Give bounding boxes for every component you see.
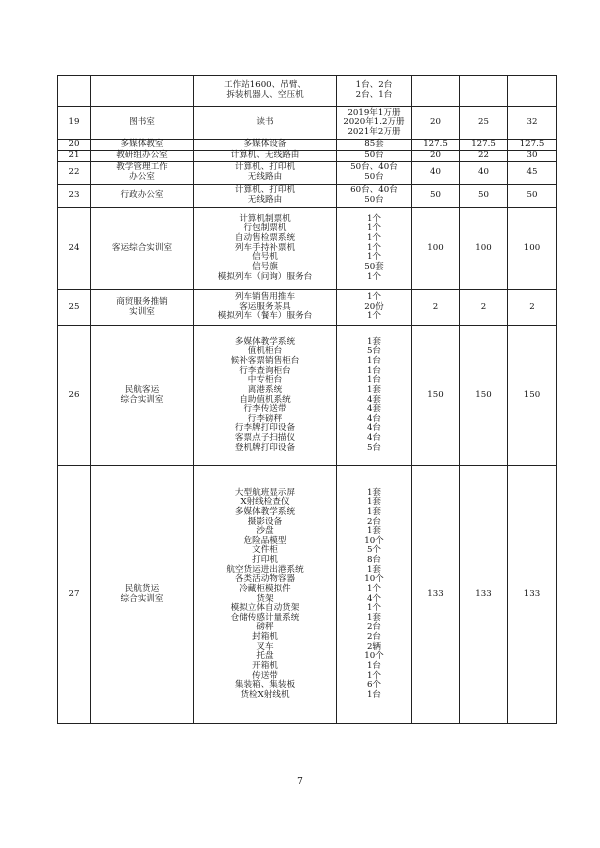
equipment-qty-cell-line: 50台 <box>364 195 384 205</box>
equipment-qty-cell-line: 5台 <box>366 346 382 357</box>
equipment-qty-cell <box>337 140 412 151</box>
equipment-qty-cell-line: 50套 <box>364 261 384 272</box>
equipment-items-cell <box>194 162 337 185</box>
value-cell-2: 25 <box>460 107 508 140</box>
equipment-items-cell-line: 磅秤 <box>256 622 274 633</box>
value-cell-1: 133 <box>412 466 460 724</box>
value-cell-3: 30 <box>508 151 557 162</box>
equipment-qty-cell-line: 8台 <box>366 555 382 565</box>
equipment-qty-cell-line: 1台 <box>366 356 382 366</box>
table-row <box>58 208 557 290</box>
equipment-qty-cell-line: 10个 <box>364 574 384 585</box>
equipment-items-cell-line: 计算机制票机 <box>239 213 291 224</box>
value-cell-2: 40 <box>460 162 508 185</box>
equipment-qty-cell-line: 50台 <box>364 172 384 182</box>
equipment-qty-cell <box>337 162 412 185</box>
room-name-cell: 民航客运 综合实训室 <box>91 326 194 466</box>
equipment-items-cell-line: 客票点子扫描仪 <box>234 433 296 443</box>
equipment-items-cell-line: 仓储传感计量系统 <box>230 612 300 623</box>
room-name-cell: 商贸服务推销 实训室 <box>91 290 194 326</box>
table-row <box>58 185 557 208</box>
equipment-qty-cell-line: 4台 <box>366 413 382 424</box>
equipment-items-cell-line: 行李磅秤 <box>247 413 283 424</box>
equipment-qty-cell-line: 2020年1.2万册 <box>343 117 405 128</box>
row-number-cell: 20 <box>58 140 91 151</box>
equipment-items-cell <box>194 151 337 162</box>
room-name-cell: 客运综合实训室 <box>91 208 194 290</box>
equipment-items-cell-line: 离港系统 <box>247 384 283 395</box>
table-row <box>58 290 557 326</box>
equipment-qty-cell-line: 1个 <box>366 271 382 282</box>
equipment-qty-cell-line: 1台、2台 <box>355 80 393 91</box>
value-cell-2: 133 <box>460 466 508 724</box>
row-number-cell: 19 <box>58 107 91 140</box>
equipment-items-cell-line: 中专柜台 <box>247 375 283 386</box>
equipment-items-cell <box>194 326 337 466</box>
equipment-qty-cell-line: 1个 <box>366 583 382 594</box>
equipment-items-cell-line: 摄影设备 <box>247 516 283 527</box>
equipment-items-cell-line: 沙盘 <box>256 526 274 537</box>
equipment-items-cell <box>194 107 337 140</box>
equipment-qty-cell-line: 1台 <box>366 365 382 376</box>
equipment-qty-cell-line: 2台 <box>366 632 382 642</box>
value-cell-1: 127.5 <box>412 140 460 151</box>
equipment-items-cell-line: 航空货运进出港系统 <box>226 564 304 575</box>
table-row <box>58 76 557 107</box>
equipment-qty-cell <box>337 151 412 162</box>
equipment-qty-cell-line: 4套 <box>366 404 382 415</box>
room-name-cell <box>91 76 194 107</box>
value-cell-3: 100 <box>508 208 557 290</box>
row-number-cell: 24 <box>58 208 91 290</box>
equipment-items-cell <box>194 290 337 326</box>
equipment-qty-cell-line: 5台 <box>366 442 382 453</box>
equipment-items-cell-line: 开箱机 <box>252 660 278 671</box>
equipment-qty-cell-line: 1台 <box>366 660 382 671</box>
equipment-qty-cell-line: 2021年2万册 <box>347 126 401 137</box>
value-cell-2: 2 <box>460 290 508 326</box>
equipment-items-cell-line: 行李查询柜台 <box>239 365 291 376</box>
equipment-items-cell-line: 无线路由 <box>247 172 283 182</box>
equipment-qty-cell <box>337 466 412 724</box>
equipment-items-cell-line: 行包制票机 <box>243 223 287 234</box>
equipment-items-cell-line: 行李传送带 <box>243 404 287 415</box>
equipment-qty-cell-line: 20份 <box>364 301 384 312</box>
equipment-qty-cell-line: 1个 <box>366 311 382 322</box>
value-cell-1: 20 <box>412 107 460 140</box>
value-cell-3: 2 <box>508 290 557 326</box>
equipment-items-cell-line: 多媒体教学系统 <box>234 506 296 517</box>
equipment-items-cell-line: 危险品模型 <box>243 535 287 546</box>
value-cell-1: 2 <box>412 290 460 326</box>
equipment-qty-cell-line: 1套 <box>366 506 382 517</box>
equipment-qty-cell-line: 2台 <box>366 622 382 633</box>
equipment-qty-cell-line: 50台、40台 <box>350 162 398 173</box>
equipment-qty-cell-line: 1个 <box>366 670 382 681</box>
row-number-cell: 22 <box>58 162 91 185</box>
equipment-qty-cell <box>337 208 412 290</box>
equipment-table <box>57 75 557 724</box>
equipment-items-cell-line: 信号旗 <box>252 261 278 272</box>
equipment-qty-cell-line: 2台 <box>366 516 382 527</box>
equipment-items-cell-line: 行李牌打印设备 <box>234 423 296 434</box>
table-row <box>58 151 557 162</box>
equipment-qty-cell-line: 1个 <box>366 223 382 234</box>
equipment-items-cell-line: 集装箱、集装板 <box>234 680 296 691</box>
equipment-items-cell-line: 工作站1600、吊臂、 <box>223 80 307 91</box>
equipment-items-cell-line: 模拟立体自动货架 <box>230 603 300 614</box>
equipment-items-cell-line: 自助值机系统 <box>239 394 291 405</box>
equipment-items-cell-line: 多媒体教学系统 <box>234 336 296 347</box>
value-cell-3: 45 <box>508 162 557 185</box>
value-cell-1: 20 <box>412 151 460 162</box>
equipment-qty-cell-line: 1台 <box>366 689 382 700</box>
equipment-qty-cell-line: 1套 <box>366 384 382 395</box>
row-number-cell <box>58 76 91 107</box>
equipment-items-cell <box>194 185 337 208</box>
equipment-items-cell-line: 多媒体设备 <box>243 139 287 150</box>
equipment-items-cell-line: 客运服务茶具 <box>239 301 291 312</box>
equipment-items-cell-line: 计算机、打印机 <box>234 162 296 173</box>
value-cell-1: 50 <box>412 185 460 208</box>
room-name-cell: 民航货运 综合实训室 <box>91 466 194 724</box>
equipment-qty-cell-line: 2台、1台 <box>355 90 393 100</box>
equipment-items-cell-line: 大型航班显示屏 <box>234 487 296 498</box>
row-number-cell: 23 <box>58 185 91 208</box>
value-cell-1: 100 <box>412 208 460 290</box>
equipment-qty-cell-line: 2019年1万册 <box>347 107 401 118</box>
value-cell-3 <box>508 76 557 107</box>
equipment-qty-cell <box>337 290 412 326</box>
equipment-qty-cell <box>337 185 412 208</box>
row-number-cell: 21 <box>58 151 91 162</box>
equipment-qty-cell <box>337 326 412 466</box>
value-cell-3: 133 <box>508 466 557 724</box>
value-cell-2: 127.5 <box>460 140 508 151</box>
room-name-cell: 图书室 <box>91 107 194 140</box>
value-cell-2: 22 <box>460 151 508 162</box>
equipment-items-cell-line: 叉车 <box>256 641 274 652</box>
equipment-qty-cell-line: 1个 <box>366 213 382 224</box>
equipment-qty-cell-line: 6个 <box>366 680 382 691</box>
room-name-cell: 多媒体教室 <box>91 140 194 151</box>
equipment-qty-cell-line: 2辆 <box>366 641 382 652</box>
equipment-qty-cell <box>337 107 412 140</box>
equipment-items-cell <box>194 140 337 151</box>
equipment-qty-cell-line: 1个 <box>366 252 382 263</box>
equipment-items-cell <box>194 76 337 107</box>
equipment-qty-cell-line: 1套 <box>366 612 382 623</box>
equipment-items-cell-line: 货架 <box>256 593 274 604</box>
equipment-items-cell-line: 拆装机器人、空压机 <box>226 90 304 100</box>
equipment-items-cell-line: 无线路由 <box>247 195 283 205</box>
equipment-qty-cell-line: 1台 <box>366 375 382 386</box>
equipment-qty-cell-line: 10个 <box>364 651 384 662</box>
equipment-items-cell <box>194 208 337 290</box>
equipment-qty-cell-line: 60台、40台 <box>350 185 398 196</box>
table-row <box>58 107 557 140</box>
equipment-qty-cell-line: 1个 <box>366 603 382 614</box>
equipment-items-cell-line: 传送带 <box>252 670 278 681</box>
equipment-qty-cell-line: 85套 <box>364 139 384 150</box>
equipment-qty-cell-line: 5个 <box>366 545 382 556</box>
equipment-items-cell-line: 列车手持补票机 <box>234 242 296 253</box>
equipment-qty-cell-line: 4台 <box>366 423 382 434</box>
equipment-items-cell-line: 计算机、无线路由 <box>230 150 300 161</box>
equipment-qty-cell-line: 1套 <box>366 487 382 498</box>
equipment-items-cell-line: 文件柜 <box>252 545 278 556</box>
equipment-items-cell-line: 模拟列车（问询）服务台 <box>217 271 313 282</box>
equipment-qty-cell-line: 50台 <box>364 150 384 161</box>
equipment-items-cell-line: 读书 <box>256 117 274 128</box>
table-row <box>58 466 557 724</box>
equipment-items-cell-line: 冷藏柜模拟件 <box>239 583 291 594</box>
value-cell-1 <box>412 76 460 107</box>
equipment-items-cell-line: 各类活动物容器 <box>234 574 296 585</box>
value-cell-3: 127.5 <box>508 140 557 151</box>
equipment-qty-cell-line: 1个 <box>366 242 382 253</box>
equipment-qty-cell-line: 1个 <box>366 233 382 244</box>
equipment-items-cell-line: 值机柜台 <box>247 346 283 357</box>
equipment-qty-cell-line: 4套 <box>366 394 382 405</box>
equipment-items-cell-line: 自动售检票系统 <box>234 233 296 244</box>
equipment-qty-cell-line: 10个 <box>364 535 384 546</box>
equipment-qty-cell-line: 1套 <box>366 497 382 508</box>
row-number-cell: 26 <box>58 326 91 466</box>
page-number: 7 <box>297 777 303 787</box>
equipment-qty-cell-line: 1套 <box>366 564 382 575</box>
equipment-items-cell-line: 打印机 <box>252 555 278 565</box>
value-cell-2: 100 <box>460 208 508 290</box>
value-cell-3: 50 <box>508 185 557 208</box>
equipment-qty-cell-line: 4台 <box>366 433 382 443</box>
equipment-items-cell-line: 封箱机 <box>252 632 278 642</box>
row-number-cell: 25 <box>58 290 91 326</box>
equipment-items-cell-line: 计算机、打印机 <box>234 185 296 196</box>
equipment-items-cell-line: 模拟列车（餐车）服务台 <box>217 311 313 322</box>
equipment-qty-cell-line: 1个 <box>366 292 382 303</box>
value-cell-3: 32 <box>508 107 557 140</box>
equipment-items-cell-line: 货检X射线机 <box>240 689 290 700</box>
table-row <box>58 162 557 185</box>
value-cell-1: 40 <box>412 162 460 185</box>
equipment-items-cell-line: 登机牌打印设备 <box>234 442 296 453</box>
equipment-qty-cell-line: 1套 <box>366 336 382 347</box>
table-row <box>58 326 557 466</box>
value-cell-2 <box>460 76 508 107</box>
value-cell-1: 150 <box>412 326 460 466</box>
equipment-qty-cell-line: 1套 <box>366 526 382 537</box>
value-cell-3: 150 <box>508 326 557 466</box>
room-name-cell: 教学管理工作 办公室 <box>91 162 194 185</box>
row-number-cell: 27 <box>58 466 91 724</box>
equipment-items-cell-line: X射线检查仪 <box>240 497 290 508</box>
equipment-items-cell-line: 托盘 <box>256 651 274 662</box>
room-name-cell: 行政办公室 <box>91 185 194 208</box>
table-row <box>58 140 557 151</box>
room-name-cell: 教研组办公室 <box>91 151 194 162</box>
equipment-qty-cell <box>337 76 412 107</box>
equipment-items-cell-line: 信号机 <box>252 252 278 263</box>
value-cell-2: 50 <box>460 185 508 208</box>
equipment-items-cell-line: 候补客票销售柜台 <box>230 356 300 366</box>
equipment-qty-cell-line: 4个 <box>366 593 382 604</box>
equipment-items-cell-line: 列车销售用推车 <box>234 292 296 303</box>
equipment-items-cell <box>194 466 337 724</box>
value-cell-2: 150 <box>460 326 508 466</box>
